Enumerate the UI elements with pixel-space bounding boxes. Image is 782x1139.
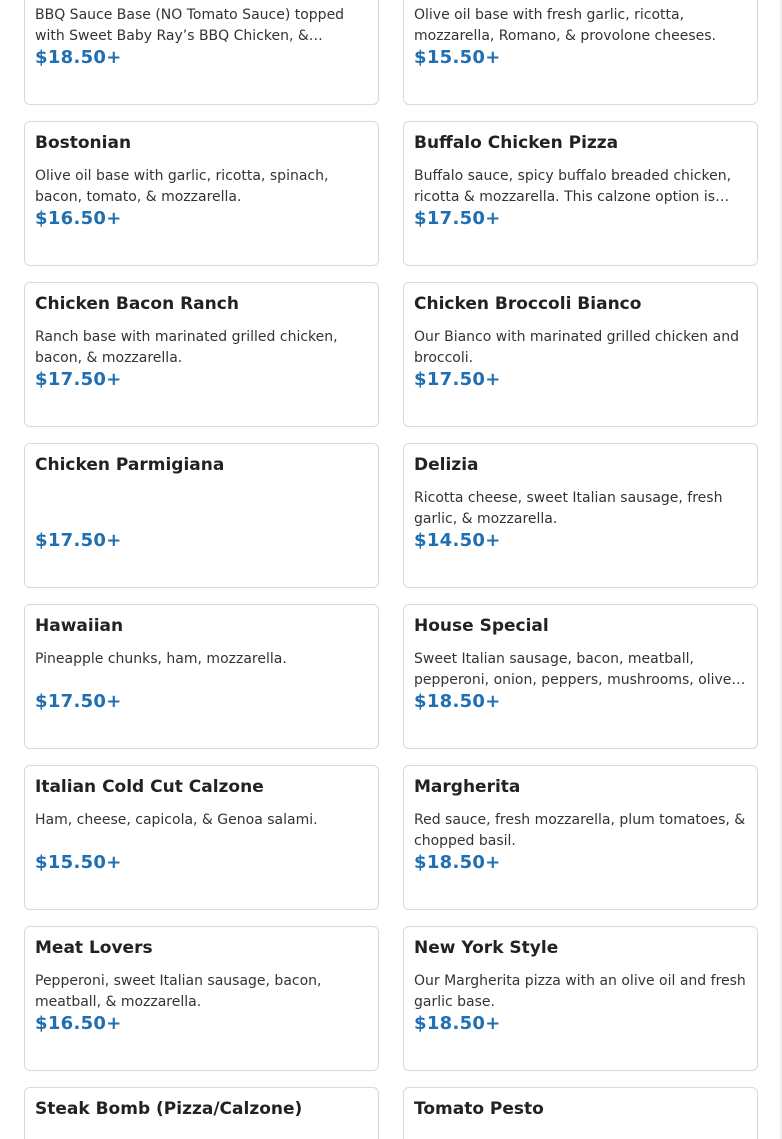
menu-item-card[interactable] <box>24 765 379 910</box>
menu-item-description: Our Margherita pizza with an olive oil and fresh garlic base. <box>414 973 746 1010</box>
menu-item-card[interactable] <box>24 443 379 588</box>
menu-item-name: House Special <box>414 616 549 636</box>
menu-item-description: Pepperoni, sweet Italian sausage, bacon, meatball, & mozzarella. <box>35 973 322 1010</box>
menu-item-card[interactable] <box>403 926 758 1071</box>
menu-item-card[interactable] <box>403 282 758 427</box>
menu-grid <box>24 0 758 1139</box>
menu-item-card[interactable] <box>24 1087 379 1139</box>
menu-item-description: Buffalo sauce, spicy buffalo breaded chicken, ricotta & mozzarella. This calzone option is <box>414 168 732 205</box>
menu-item-description: Olive oil base with fresh garlic, ricotta, mozzarella, Romano, & provolone cheeses. <box>414 7 716 44</box>
menu-item-card[interactable] <box>24 926 379 1071</box>
menu-item-card[interactable] <box>403 0 758 105</box>
menu-item-name: Chicken Bacon Ranch <box>35 294 239 314</box>
menu-item-name: Hawaiian <box>35 616 124 636</box>
menu-item-name: Delizia <box>414 455 479 475</box>
menu-item-description: Ham, cheese, capicola, & Genoa salami. <box>35 812 318 828</box>
menu-item-name: Tomato Pesto <box>414 1099 544 1119</box>
menu-item-description: Olive oil base with garlic, ricotta, spinach, bacon, tomato, & mozzarella. <box>35 168 329 205</box>
menu-item-name: Italian Cold Cut Calzone <box>35 777 264 797</box>
menu-item-price: $16.50+ <box>35 208 122 229</box>
menu-item-price: $18.50+ <box>414 852 501 873</box>
menu-item-name: Meat Lovers <box>35 938 153 958</box>
menu-item-price: $14.50+ <box>414 530 501 551</box>
menu-item-card[interactable] <box>24 282 379 427</box>
menu-item-price: $17.50+ <box>35 691 122 712</box>
menu-item-price: $17.50+ <box>35 369 122 390</box>
menu-item-description <box>35 1132 368 1139</box>
menu-item-card[interactable] <box>403 1087 758 1139</box>
menu-item-price: $17.50+ <box>35 530 122 551</box>
menu-item-card[interactable] <box>403 121 758 266</box>
menu-item-card[interactable] <box>403 443 758 588</box>
menu-item-description <box>414 1132 747 1139</box>
menu-item-description: BBQ Sauce Base (NO Tomato Sauce) topped with Sweet Baby Ray’s BBQ Chicken, & <box>35 7 345 44</box>
menu-item-price: $16.50+ <box>35 1013 122 1034</box>
menu-item-name: Chicken Parmigiana <box>35 455 225 475</box>
menu-item-card[interactable] <box>24 604 379 749</box>
menu-item-price: $18.50+ <box>35 47 122 68</box>
menu-item-name: Chicken Broccoli Bianco <box>414 294 642 314</box>
menu-item-price: $17.50+ <box>414 369 501 390</box>
menu-item-description: Red sauce, fresh mozzarella, plum tomatoes, & chopped basil. <box>414 812 746 849</box>
menu-item-price: $17.50+ <box>414 208 501 229</box>
scrollbar-track[interactable] <box>778 0 782 1139</box>
menu-item-card[interactable] <box>24 121 379 266</box>
menu-item-description: Ricotta cheese, sweet Italian sausage, fresh garlic, & mozzarella. <box>414 490 723 527</box>
menu-item-card[interactable] <box>403 604 758 749</box>
menu-item-price: $15.50+ <box>414 47 501 68</box>
menu-item-name: Steak Bomb (Pizza/Calzone) <box>35 1099 303 1119</box>
menu-item-name: Bostonian <box>35 133 132 153</box>
menu-item-card[interactable] <box>403 765 758 910</box>
menu-item-card[interactable] <box>24 0 379 105</box>
menu-item-description: Our Bianco with marinated grilled chicken and broccoli. <box>414 329 739 366</box>
menu-item-name: New York Style <box>414 938 559 958</box>
menu-item-description <box>35 488 368 530</box>
menu-item-description: Sweet Italian sausage, bacon, meatball, pepperoni, onion, peppers, mushrooms, olives, <box>414 651 744 688</box>
menu-item-price: $18.50+ <box>414 1013 501 1034</box>
menu-item-name: Buffalo Chicken Pizza <box>414 133 619 153</box>
menu-item-name: Margherita <box>414 777 521 797</box>
menu-item-price: $15.50+ <box>35 852 122 873</box>
menu-item-description: Ranch base with marinated grilled chicken, bacon, & mozzarella. <box>35 329 338 366</box>
menu-item-price: $18.50+ <box>414 691 501 712</box>
menu-item-description: Pineapple chunks, ham, mozzarella. <box>35 651 287 667</box>
